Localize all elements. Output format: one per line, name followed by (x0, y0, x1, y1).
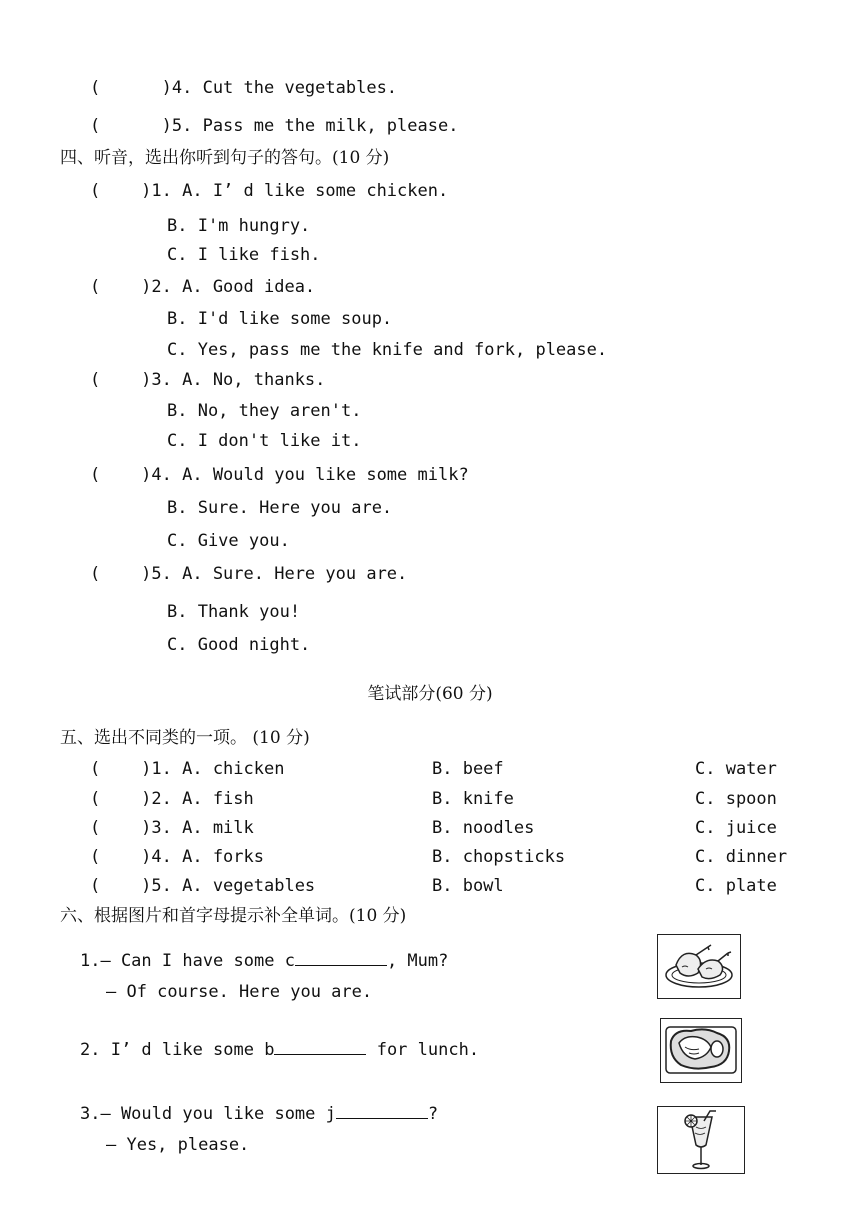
s4-q5-b: B. Thank you! (167, 602, 301, 622)
s4-q5-c: C. Good night. (167, 635, 311, 655)
s4-q3-stem: ( )3. A. No, thanks. (90, 370, 326, 390)
section5-title: 五、选出不同类的一项。 (10 分) (60, 728, 310, 748)
s4-q3-b: B. No, they aren't. (167, 401, 362, 421)
s5-row1-c: C. water (695, 759, 777, 779)
s6-q1-pre: 1.— Can I have some c (80, 951, 295, 971)
s6-q2-blank[interactable] (274, 1040, 366, 1055)
beef-steak-icon (661, 1019, 741, 1082)
s4-q4-b: B. Sure. Here you are. (167, 498, 393, 518)
beef-picture (660, 1018, 742, 1083)
s6-q2-pre: 2. I’ d like some b (80, 1040, 275, 1060)
s5-row2-a: ( )2. A. fish (90, 789, 254, 809)
listen-q5: ( )5. Pass me the milk, please. (90, 116, 459, 136)
s5-row1-a: ( )1. A. chicken (90, 759, 285, 779)
chicken-picture (657, 934, 741, 999)
s5-row1-b: B. beef (432, 759, 504, 779)
s5-row4-c: C. dinner (695, 847, 788, 867)
s6-q3-reply: — Yes, please. (106, 1135, 250, 1155)
s6-q1-reply: — Of course. Here you are. (106, 982, 373, 1002)
written-header: 笔试部分(60 分) (367, 684, 493, 704)
section4-title: 四、听音，选出你听到句子的答句。(10 分) (60, 148, 390, 168)
s4-q2-c: C. Yes, pass me the knife and fork, please. (167, 340, 608, 360)
section6-title: 六、根据图片和首字母提示补全单词。(10 分) (60, 906, 407, 926)
s6-q3-post: ? (427, 1104, 439, 1124)
s6-q2 (80, 1040, 479, 1060)
s6-q3-blank[interactable] (336, 1104, 428, 1119)
juice-picture (657, 1106, 745, 1174)
s5-row2-b: B. knife (432, 789, 514, 809)
juice-glass-icon (658, 1107, 744, 1173)
s5-row5-b: B. bowl (432, 876, 504, 896)
s4-q1-stem: ( )1. A. I’ d like some chicken. (90, 181, 449, 201)
s4-q4-stem: ( )4. A. Would you like some milk? (90, 465, 469, 485)
s5-row5-c: C. plate (695, 876, 777, 896)
s6-q1 (80, 951, 448, 971)
s4-q5-stem: ( )5. A. Sure. Here you are. (90, 564, 408, 584)
s4-q4-c: C. Give you. (167, 531, 290, 551)
s5-row5-a: ( )5. A. vegetables (90, 876, 316, 896)
s4-q1-b: B. I'm hungry. (167, 216, 311, 236)
s6-q3-pre: 3.— Would you like some j (80, 1104, 336, 1124)
s4-q1-c: C. I like fish. (167, 245, 321, 265)
s4-q2-stem: ( )2. A. Good idea. (90, 277, 316, 297)
listen-q4: ( )4. Cut the vegetables. (90, 78, 398, 98)
s6-q1-post: , Mum? (386, 951, 449, 971)
roast-chicken-icon (658, 935, 740, 998)
s5-row3-c: C. juice (695, 818, 777, 838)
s5-row2-c: C. spoon (695, 789, 777, 809)
s6-q3 (80, 1104, 438, 1124)
s4-q2-b: B. I'd like some soup. (167, 309, 393, 329)
s5-row3-a: ( )3. A. milk (90, 818, 254, 838)
s5-row3-b: B. noodles (432, 818, 535, 838)
s6-q1-blank[interactable] (295, 951, 387, 966)
s5-row4-a: ( )4. A. forks (90, 847, 264, 867)
s4-q3-c: C. I don't like it. (167, 431, 362, 451)
s5-row4-b: B. chopsticks (432, 847, 566, 867)
s6-q2-post: for lunch. (366, 1040, 480, 1060)
